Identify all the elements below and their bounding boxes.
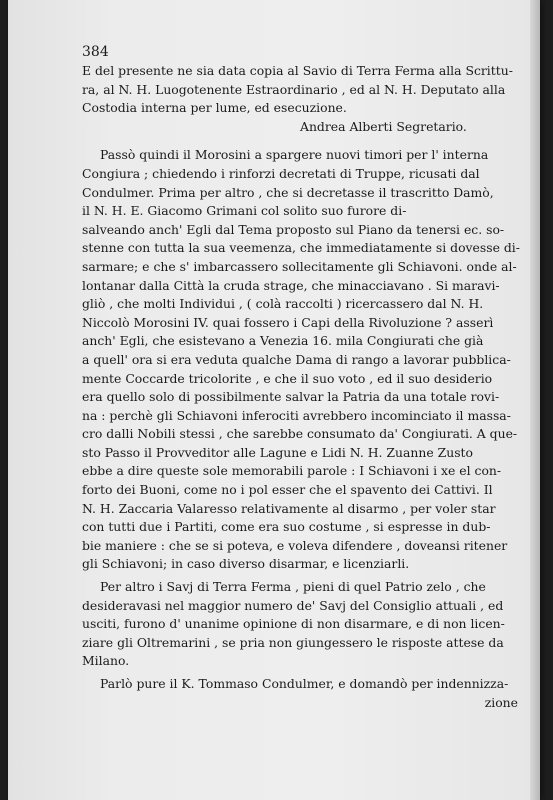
text-line: ra, al N. H. Luogotenente Estraordinario , ed al N. H. Deputato alla xyxy=(82,81,506,97)
text-line: Condulmer. Prima per altro , che si decretasse il trascritto Damò, xyxy=(82,184,494,200)
book-page xyxy=(8,0,540,800)
text-line: anch' Egli, che esistevano a Venezia 16. mila Congiurati che già xyxy=(82,333,484,349)
text-line: con tutti due i Partiti, come era suo costume , si espresse in dub- xyxy=(82,519,491,535)
text-line: N. H. Zaccaria Valaresso relativamente al disarmo , per voler star xyxy=(82,500,496,516)
text-line: il N. H. E. Giacomo Grimani col solito suo furore di- xyxy=(82,203,407,219)
text-line: Per altro i Savj di Terra Ferma , pieni di quel Patrio zelo , che xyxy=(100,579,486,595)
text-line: ziare gli Oltremarini , se pria non giungessero le risposte attese da xyxy=(82,634,504,650)
text-line: Parlò pure il K. Tommaso Condulmer, e domandò per indennizza- xyxy=(100,676,509,691)
text-line: Milano. xyxy=(82,653,130,669)
text-line: sto Passo il Provveditor alle Lagune e Lidi N. H. Zuanne Zusto xyxy=(82,444,473,460)
text-line: salveando anch' Egli dal Tema proposto sul Piano da tenersi ec. so- xyxy=(82,221,505,237)
text-line: mente Coccarde tricolorite , e che il suo voto , ed il suo desiderio xyxy=(82,370,493,386)
text-line: Costodia interna per lume, ed esecuzione. xyxy=(82,100,347,116)
text-line: usciti, furono d' unanime opinione di non disarmare, e di non licen- xyxy=(82,616,505,632)
text-line: Congiura ; chiedendo i rinforzi decretati di Truppe, ricusati dal xyxy=(82,165,480,181)
page-edge xyxy=(530,0,540,800)
text-line: Niccolò Morosini IV. quai fossero i Capi della Rivoluzione ? asserì xyxy=(82,314,494,330)
text-line: bie maniere : che se si poteva, e voleva difendere , doveansi ritener xyxy=(82,537,508,553)
text-line: na : perchè gli Schiavoni inferociti avrebbero incominciato il massa- xyxy=(82,407,511,423)
text-line: E del presente ne sia data copia al Savio di Terra Ferma alla Scrittu- xyxy=(82,63,513,78)
page-text xyxy=(82,42,528,712)
text-line: era quello solo di possibilmente salvar la Patria da una totale rovi- xyxy=(82,389,500,405)
text-line: ebbe a dire queste sole memorabili parole : I Schiavoni i xe el con- xyxy=(82,463,502,479)
text-line: a quell' ora si era veduta qualche Dama di rango a lavorar pubblica- xyxy=(82,351,511,367)
text-line: gli Schiavoni; in caso diverso disarmar, e licenziarli. xyxy=(82,556,410,572)
text-line: gliò , che molti Individui , ( colà raccolti ) ricercassero dal N. H. xyxy=(82,296,484,312)
paragraph-gap xyxy=(82,136,528,146)
text-line: lontanar dalla Città la cruda strage, che minacciavano . Si maravi- xyxy=(82,277,500,293)
text-line: cro dalli Nobili stessi , che sarebbe consumato da' Congiurati. A que- xyxy=(82,426,518,442)
page-number: 384 xyxy=(82,44,109,60)
text-line: sarmare; e che s' imbarcassero sollecitamente gli Schiavoni. onde al- xyxy=(82,258,517,274)
text-line: stenne con tutta la sua veemenza, che immediatamente si dovesse di- xyxy=(82,240,520,256)
signature: Andrea Alberti Segretario. xyxy=(300,118,467,134)
text-line: desideravasi nel maggior numero de' Savj del Consiglio attuali , ed xyxy=(82,597,504,613)
text-line: forto dei Buoni, come no i pol esser che el spavento dei Cattivi. Il xyxy=(82,482,493,498)
catchword: zione xyxy=(484,694,518,710)
text-line: Passò quindi il Morosini a spargere nuovi timori per l' interna xyxy=(100,147,489,163)
